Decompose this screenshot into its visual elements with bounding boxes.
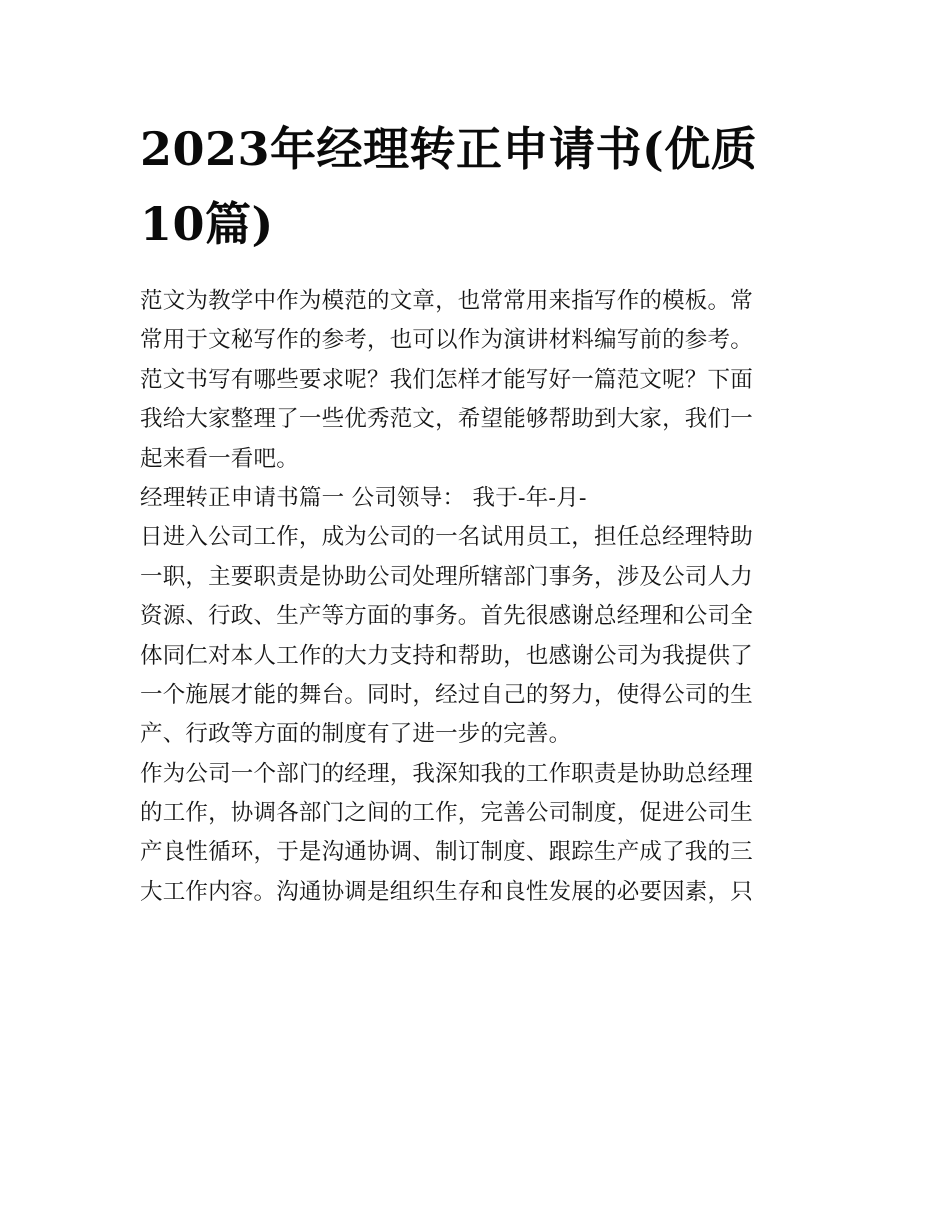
body-line: 产良性循环，于是沟通协调、制订制度、跟踪生产成了我的三 [140,839,753,866]
body-line: 的工作，协调各部门之间的工作，完善公司制度，促进公司生 [140,800,753,827]
title-line-1: 2023年经理转正申请书(优质 [140,122,758,176]
title-line-2: 10篇) [140,197,274,251]
body-line: 作为公司一个部门的经理，我深知我的工作职责是协助总经理 [140,760,753,787]
body-line: 范文为教学中作为模范的文章，也常常用来指写作的模板。常 [140,288,753,314]
body-line: 经理转正申请书篇一 公司领导： 我于-年-月- [140,484,587,511]
body-line: 一个施展才能的舞台。同时，经过自己的努力，使得公司的生 [140,681,753,708]
document-title [140,112,820,262]
body-line: 常用于文秘写作的参考，也可以作为演讲材料编写前的参考。 [140,327,753,354]
body-line: 一职，主要职责是协助公司处理所辖部门事务，涉及公司人力 [140,563,753,590]
body-line: 产、行政等方面的制度有了进一步的完善。 [140,721,572,748]
body-line: 资源、行政、生产等方面的事务。首先很感谢总经理和公司全 [140,603,753,630]
body-line: 范文书写有哪些要求呢？我们怎样才能写好一篇范文呢？下面 [140,366,753,393]
document-body [140,282,820,912]
body-line: 起来看一看吧。 [140,445,299,472]
body-line: 我给大家整理了一些优秀范文，希望能够帮助到大家，我们一 [140,406,753,433]
body-line: 体同仁对本人工作的大力支持和帮助，也感谢公司为我提供了 [140,642,753,669]
body-line: 日进入公司工作，成为公司的一名试用员工，担任总经理特助 [140,524,753,551]
body-line: 大工作内容。沟通协调是组织生存和良性发展的必要因素，只 [140,878,753,905]
